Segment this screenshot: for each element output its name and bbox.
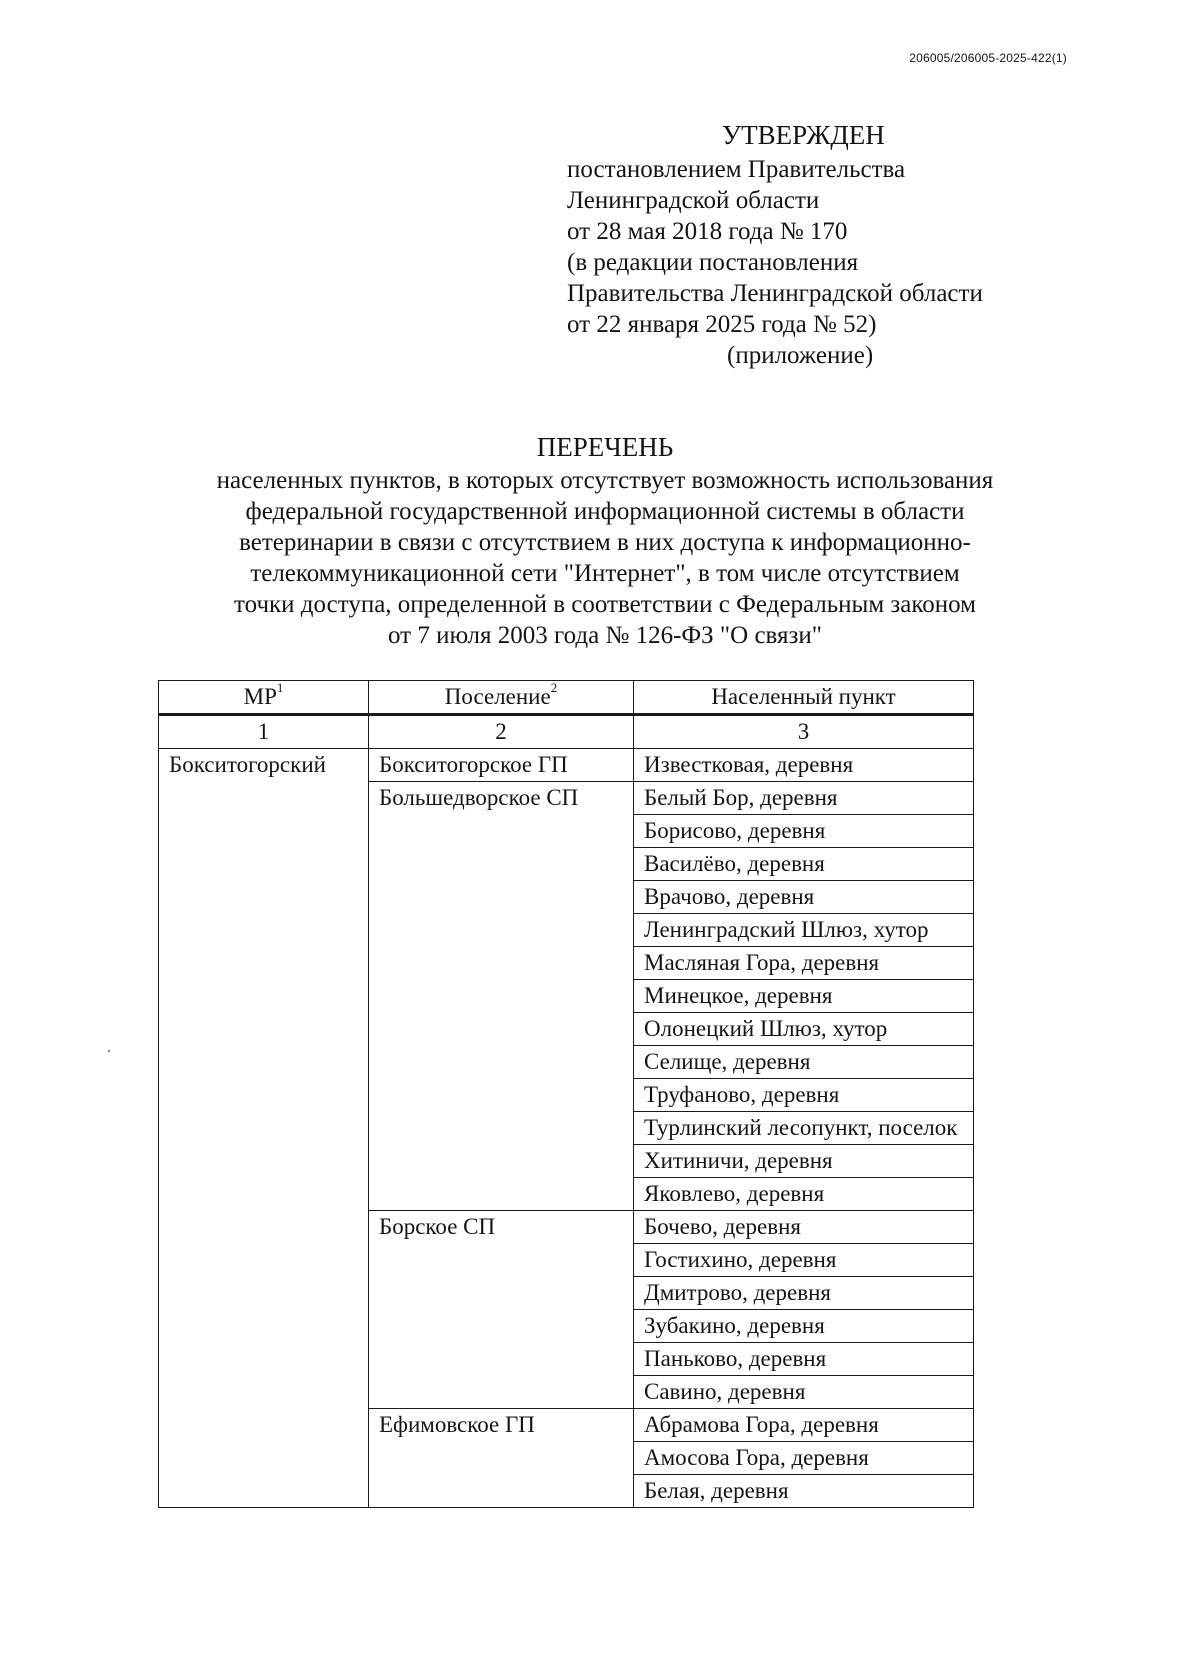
- settlement-cell: Борское СП: [369, 1211, 634, 1409]
- scan-speck: [108, 1050, 110, 1052]
- approval-stamp: УТВЕРЖДЕН: [722, 120, 885, 150]
- table-row: [159, 749, 974, 782]
- locality-cell: Масляная Гора, деревня: [634, 947, 974, 980]
- approval-appendix-note: (приложение): [727, 342, 874, 369]
- document-title: ПЕРЕЧЕНЬ: [536, 432, 674, 462]
- document-heading: [150, 432, 1060, 651]
- locality-cell: Известковая, деревня: [634, 749, 974, 782]
- column-number: 1: [159, 715, 369, 749]
- locality-cell: Зубакино, деревня: [634, 1310, 974, 1343]
- locality-cell: Хитиничи, деревня: [634, 1145, 974, 1178]
- locality-cell: Паньково, деревня: [634, 1343, 974, 1376]
- document-subtitle-line: телекоммуникационной сети "Интернет", в том числе отсутствием: [250, 560, 960, 587]
- approval-line: от 28 мая 2018 года № 170: [567, 218, 848, 245]
- document-code: 206005/206005-2025-422(1): [909, 51, 1067, 65]
- locality-cell: Гостихино, деревня: [634, 1244, 974, 1277]
- locality-cell: Олонецкий Шлюз, хутор: [634, 1013, 974, 1046]
- locality-cell: Борисово, деревня: [634, 815, 974, 848]
- district-cell: Бокситогорский: [159, 749, 369, 1508]
- approval-line: от 22 января 2025 года № 52): [567, 311, 877, 338]
- approval-line: (в редакции постановления: [567, 249, 859, 276]
- approval-line: постановлением Правительства: [567, 156, 906, 183]
- locality-cell: Селище, деревня: [634, 1046, 974, 1079]
- locality-cell: Амосова Гора, деревня: [634, 1442, 974, 1475]
- locality-cell: Ленинградский Шлюз, хутор: [634, 914, 974, 947]
- locality-cell: Труфаново, деревня: [634, 1079, 974, 1112]
- column-number: 3: [634, 715, 974, 749]
- table-body: [159, 749, 974, 1508]
- settlement-cell: Ефимовское ГП: [369, 1409, 634, 1508]
- header-settlement: Поселение$^2$: [369, 681, 634, 715]
- column-number: 2: [369, 715, 634, 749]
- footnote-mark: 1: [276, 680, 284, 695]
- settlements-table: [158, 680, 974, 1508]
- locality-cell: Минецкое, деревня: [634, 980, 974, 1013]
- locality-cell: Василёво, деревня: [634, 848, 974, 881]
- document-subtitle-line: точки доступа, определенной в соответствии с Федеральным законом: [234, 591, 976, 618]
- document-subtitle-line: от 7 июля 2003 года № 126-ФЗ "О связи": [388, 622, 822, 649]
- approval-line: Ленинградской области: [567, 187, 820, 214]
- table-header-row: [159, 681, 974, 715]
- locality-cell: Абрамова Гора, деревня: [634, 1409, 974, 1442]
- settlement-cell: Большедворское СП: [369, 782, 634, 1211]
- approval-line: Правительства Ленинградской области: [567, 280, 983, 307]
- approval-block: [567, 120, 983, 371]
- locality-cell: Врачово, деревня: [634, 881, 974, 914]
- header-district: $МР^1$: [159, 681, 369, 715]
- locality-cell: Дмитрово, деревня: [634, 1277, 974, 1310]
- footnote-mark: 2: [550, 680, 558, 695]
- header-locality: Населенный пункт: [634, 681, 974, 715]
- document-subtitle-line: населенных пунктов, в которых отсутствует возможность использования: [216, 467, 994, 494]
- locality-cell: Бочево, деревня: [634, 1211, 974, 1244]
- settlement-cell: Бокситогорское ГП: [369, 749, 634, 782]
- locality-cell: Яковлево, деревня: [634, 1178, 974, 1211]
- locality-cell: Савино, деревня: [634, 1376, 974, 1409]
- document-subtitle-line: федеральной государственной информационной системы в области: [245, 498, 965, 525]
- locality-cell: Белая, деревня: [634, 1475, 974, 1508]
- column-numbers-row: [159, 715, 974, 749]
- document-subtitle-line: ветеринарии в связи с отсутствием в них доступа к информационно-: [239, 529, 971, 556]
- locality-cell: Турлинский лесопункт, поселок: [634, 1112, 974, 1145]
- locality-cell: Белый Бор, деревня: [634, 782, 974, 815]
